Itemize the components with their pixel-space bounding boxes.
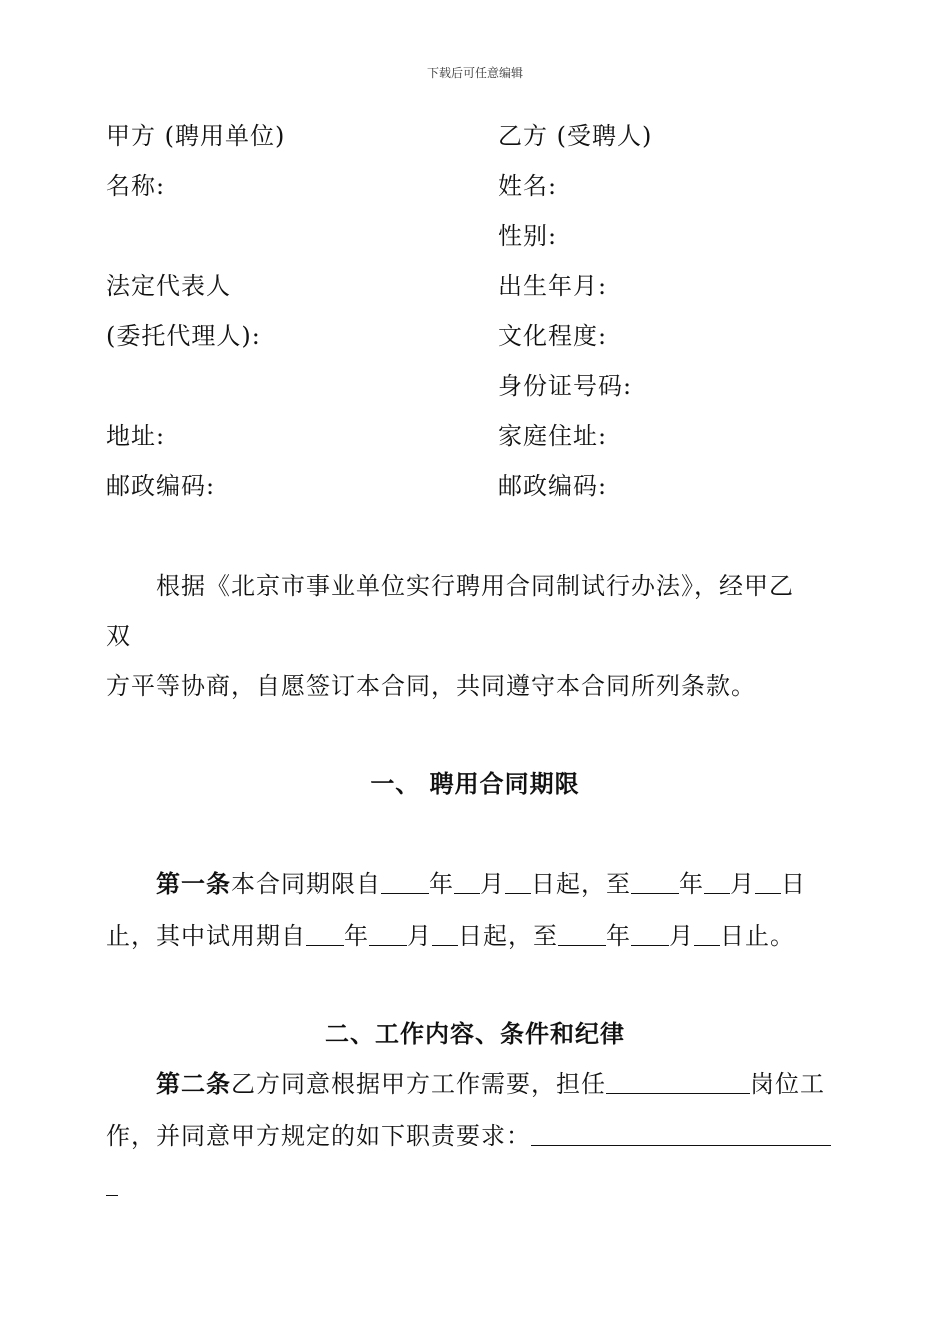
day-blank bbox=[755, 869, 781, 894]
text: 日起，至 bbox=[531, 870, 631, 898]
party-b-postcode-label: 邮政编码: bbox=[498, 472, 608, 500]
party-b-birth-label: 出生年月: bbox=[498, 272, 608, 300]
month-blank bbox=[704, 869, 730, 894]
article-1-label: 第一条 bbox=[156, 869, 231, 898]
article-1-line-1 bbox=[156, 866, 806, 902]
text: 月 bbox=[480, 870, 505, 898]
party-b-gender-label: 性别: bbox=[498, 222, 558, 250]
page-header-note: 下载后可任意编辑 bbox=[426, 66, 523, 80]
party-a-postcode-label: 邮政编码: bbox=[106, 472, 216, 500]
intro-line-1: 根据《北京市事业单位实行聘用合同制试行办法》，经甲乙 bbox=[156, 572, 794, 600]
duties-blank-continued bbox=[106, 1168, 118, 1204]
party-a-rep-label: 法定代表人 bbox=[106, 272, 231, 300]
party-b-education-label: 文化程度: bbox=[498, 322, 608, 350]
text: 乙方同意根据甲方工作需要，担任 bbox=[231, 1070, 606, 1098]
month-blank bbox=[454, 869, 480, 894]
text: 月 bbox=[407, 922, 432, 950]
text: 止，其中试用期自 bbox=[106, 922, 306, 950]
party-b-id-label: 身份证号码: bbox=[498, 372, 633, 400]
day-blank bbox=[694, 921, 720, 946]
intro-line-3: 方平等协商，自愿签订本合同，共同遵守本合同所列条款。 bbox=[106, 672, 756, 700]
year-blank bbox=[631, 869, 679, 894]
article-1-line-2 bbox=[106, 918, 795, 954]
day-blank bbox=[505, 869, 531, 894]
party-b-home-label: 家庭住址: bbox=[498, 422, 608, 450]
text: 岗位工 bbox=[750, 1070, 825, 1098]
year-blank bbox=[381, 869, 429, 894]
party-a-address-label: 地址: bbox=[106, 422, 166, 450]
text: 月 bbox=[669, 922, 694, 950]
text: 作，并同意甲方规定的如下职责要求： bbox=[106, 1122, 531, 1150]
section-1-heading: 一、 聘用合同期限 bbox=[370, 769, 580, 798]
year-blank bbox=[306, 921, 344, 946]
year-blank bbox=[558, 921, 606, 946]
article-2-line-1 bbox=[156, 1066, 825, 1102]
party-a-name-label: 名称: bbox=[106, 172, 166, 200]
intro-line-2: 双 bbox=[106, 622, 131, 650]
text: 年 bbox=[679, 870, 704, 898]
text: 日起，至 bbox=[458, 922, 558, 950]
text: 本合同期限自 bbox=[231, 870, 381, 898]
text: 日止。 bbox=[720, 922, 795, 950]
text: 年 bbox=[429, 870, 454, 898]
position-blank bbox=[606, 1069, 750, 1094]
section-2-heading: 二、工作内容、条件和纪律 bbox=[325, 1019, 625, 1048]
duties-blank bbox=[531, 1121, 831, 1146]
duties-blank bbox=[106, 1171, 118, 1196]
day-blank bbox=[432, 921, 458, 946]
text: 日 bbox=[781, 870, 806, 898]
party-b-name-label: 姓名: bbox=[498, 172, 558, 200]
text: 年 bbox=[344, 922, 369, 950]
party-a-agent-label: (委托代理人): bbox=[106, 322, 261, 350]
article-2-label: 第二条 bbox=[156, 1069, 231, 1098]
text: 年 bbox=[606, 922, 631, 950]
article-2-line-2 bbox=[106, 1118, 831, 1154]
party-b-title: 乙方 (受聘人) bbox=[498, 122, 653, 150]
party-a-title: 甲方 (聘用单位) bbox=[106, 122, 286, 150]
month-blank bbox=[369, 921, 407, 946]
text: 月 bbox=[730, 870, 755, 898]
month-blank bbox=[631, 921, 669, 946]
